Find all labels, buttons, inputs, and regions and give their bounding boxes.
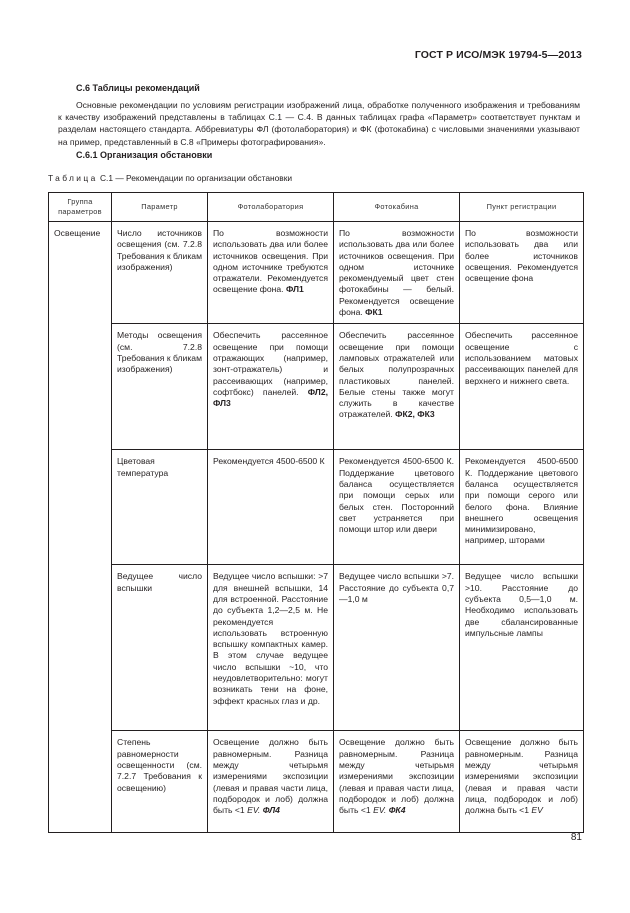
registration-point-cell: Освещение должно быть равномерным. Разница между четырьмя измерениями экспозиции (левая и правая части лица, подбородок и лоб) должна быть <1 EV <box>460 731 584 833</box>
example-code: ФЛ4 <box>262 805 280 816</box>
photobooth-cell: Освещение должно быть равномерным. Разница между четырьмя измерениями экспозиции (левая и правая части лица, подбородок и лоб) должна быть <1 EV. ФК4 <box>334 731 460 833</box>
standard-header: ГОСТ Р ИСО/МЭК 19794-5—2013 <box>414 49 582 61</box>
recommendations-table <box>48 192 584 833</box>
table-caption-text: С.1 — Рекомендации по организации обстановки <box>99 173 293 183</box>
example-code: ФК2, ФК3 <box>395 409 435 420</box>
parameter-cell: Методы освещения (см. 7.2.8 Требования к бликам изображения) <box>112 324 208 450</box>
registration-point-cell: Рекомендуется 4500-6500 К. Поддержание цветового баланса осуществляется при помощи серого или белого фона. Влияние внешнего освещения минимизировано, например, шторами <box>460 450 584 565</box>
group-cell: Освещение <box>49 222 112 833</box>
header-photobooth: Фотокабина <box>334 193 460 222</box>
table-header-row <box>49 193 584 222</box>
ev-unit: EV. <box>373 805 387 816</box>
photolab-cell: Освещение должно быть равномерным. Разница между четырьмя измерениями экспозиции (левая и правая части лица, подбородок и лоб) должна быть <1 EV. ФЛ4 <box>208 731 334 833</box>
parameter-cell: Число источников освещения (см. 7.2.8 Требования к бликам изображения) <box>112 222 208 324</box>
parameter-cell: Степень равномерности освещенности (см. 7.2.7 Требования к освещению) <box>112 731 208 833</box>
intro-paragraph: Основные рекомендации по условиям регистрации изображений лица, обработке полученного изображения и требованиям к качеству изображений представлены в таблицах С.1 — С.4. В данных таблицах графа «Параметр» соответствует пунктам и разделам настоящего стандарта. Аббревиатуры ФЛ (фотолаборатория) и ФК (фотокабина) с числовыми значениями указывают на пример, представленный в С.8 «Примеры фотографирования». <box>58 100 580 147</box>
section-title: С.6 Таблицы рекомендаций <box>76 83 200 93</box>
example-code: ФК4 <box>388 805 406 816</box>
table-row <box>49 731 584 833</box>
table-row <box>49 565 584 731</box>
table-row <box>49 222 584 324</box>
subsection-title: С.6.1 Организация обстановки <box>76 150 213 160</box>
example-code: ФК1 <box>365 307 383 318</box>
header-photolab: Фотолаборатория <box>208 193 334 222</box>
ev-unit: EV. <box>247 805 261 816</box>
ev-unit: EV <box>531 805 543 816</box>
registration-point-cell: Обеспечить рассеянное освещение с использованием матовых рассеивающих панелей для верхнего и нижнего света. <box>460 324 584 450</box>
page-number: 81 <box>570 832 582 843</box>
table-row <box>49 450 584 565</box>
photobooth-cell: Ведущее число вспышки >7. Расстояние до субъекта 0,7—1,0 м <box>334 565 460 731</box>
parameter-cell: Ведущее число вспышки <box>112 565 208 731</box>
photobooth-cell: Рекомендуется 4500-6500 К. Поддержание цветового баланса осуществляется при помощи серых или белых стен. Посторонний свет устраняется при помощи штор или двери <box>334 450 460 565</box>
header-parameter: Параметр <box>112 193 208 222</box>
photobooth-cell: Обеспечить рассеянное освещение при помощи ламповых отражателей или белых полупрозрачных пластиковых панелей. Белые стены также могут служить в качестве отражателей. ФК2, ФК3 <box>334 324 460 450</box>
registration-point-cell: По возможности использовать два или более источников освещения. Рекомендуется освещение фона <box>460 222 584 324</box>
table-row <box>49 324 584 450</box>
photobooth-cell: По возможности использовать два или более источников освещения. При одном источнике рекомендуемый цвет стен фотокабины — белый. Рекомендуется освещение фона. ФК1 <box>334 222 460 324</box>
header-group: Группа параметров <box>49 193 112 222</box>
photolab-cell: Ведущее число вспышки: >7 для внешней вспышки, 14 для встроенной. Расстояние до субъекта 1,2—2,5 м. Не рекомендуется использовать встроенную вспышку компактных камер. В этом случае ведущее число вспышки ~10, что неудовлетворительно: могут возникать тени на фоне, эффект красных глаз и др. <box>208 565 334 731</box>
photolab-cell: Рекомендуется 4500-6500 К <box>208 450 334 565</box>
table-caption-label: Таблица <box>48 173 98 183</box>
photolab-cell: Обеспечить рассеянное освещение при помощи отражающих (например, зонт-отражатель) и рассеивающих (например, софтбокс) панелей. ФЛ2, ФЛ3 <box>208 324 334 450</box>
example-code: ФЛ1 <box>285 284 304 295</box>
table-caption <box>48 173 292 183</box>
registration-point-cell: Ведущее число вспышки >10. Расстояние до субъекта 0,5—1,0 м. Необходимо использовать две сбалансированные импульсные лампы <box>460 565 584 731</box>
header-registration-point: Пункт регистрации <box>460 193 584 222</box>
parameter-cell: Цветовая температура <box>112 450 208 565</box>
example-code: ФЛ2, ФЛ3 <box>213 386 329 409</box>
photolab-cell: По возможности использовать два или более источников освещения. При одном источнике требуются отражатели. Рекомендуется освещение фона. ФЛ1 <box>208 222 334 324</box>
